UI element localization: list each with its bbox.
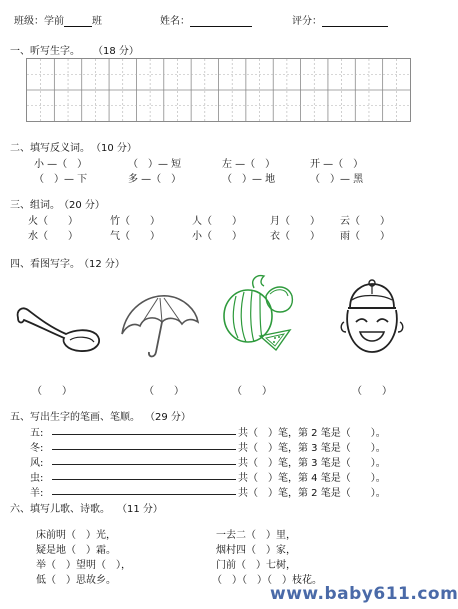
word-r2c1: 水（ ）	[28, 231, 78, 242]
poem-left-2: 疑是地（ ）霜。	[36, 545, 116, 556]
stroke-char-3: 风:	[30, 458, 44, 469]
stroke-line-1[interactable]	[52, 434, 236, 435]
word-r2c2: 气（ ）	[110, 231, 160, 242]
word-r2c3: 小（ ）	[192, 231, 242, 242]
section2-title-text: 二、填写反义词。	[10, 143, 90, 154]
stroke-line-4[interactable]	[52, 479, 236, 480]
stroke-char-2: 冬:	[30, 443, 44, 454]
stroke-line-3[interactable]	[52, 464, 236, 465]
header-score	[292, 12, 388, 27]
section4-title	[10, 255, 125, 270]
picture-answer-4: （ ）	[352, 386, 392, 397]
section1-title	[10, 42, 139, 57]
stroke-char-5: 羊:	[30, 488, 44, 499]
word-r1c4: 月（ ）	[270, 216, 320, 227]
stroke-row-2	[30, 439, 43, 454]
poem-left-4: 低（ ）思故乡。	[36, 575, 116, 586]
score-blank[interactable]	[322, 16, 388, 27]
section1-score: （18 分）	[98, 46, 139, 57]
boy-face-picture	[336, 278, 406, 360]
word-r1c1: 火（ ）	[28, 216, 78, 227]
section6-title	[10, 500, 163, 515]
section3-title-text: 三、组词。	[10, 200, 60, 211]
writing-grid-lines	[27, 59, 410, 121]
poem-right-2: 烟村四（ ）家，	[216, 545, 296, 556]
word-r1c3: 人（ ）	[192, 216, 242, 227]
word-r2c5: 雨（ ）	[340, 231, 390, 242]
section6-score: （11 分）	[122, 504, 163, 515]
section5-title	[10, 408, 191, 423]
class-blank[interactable]	[64, 16, 92, 27]
section5-score: （29 分）	[150, 412, 191, 423]
picture-answer-2: （ ）	[144, 386, 184, 397]
stroke-char-1: 五:	[30, 428, 44, 439]
antonym-r2c2: 多 —（ ）	[128, 174, 182, 185]
stroke-tail-2: 共（ ）笔，第 3 笔是（ ）。	[238, 443, 386, 454]
stroke-char-4: 虫:	[30, 473, 44, 484]
writing-grid[interactable]	[26, 58, 411, 122]
section5-title-text: 五、写出生字的笔画、笔顺。	[10, 412, 140, 423]
watermelon-picture	[220, 272, 296, 356]
word-r1c5: 云（ ）	[340, 216, 390, 227]
spoon-picture	[14, 296, 104, 356]
section4-score: （12 分）	[84, 259, 125, 270]
section2-title	[10, 139, 137, 154]
header-class	[14, 12, 102, 27]
antonym-r1c1: 小 —（ ）	[34, 159, 88, 170]
antonym-r1c4: 开 —（ ）	[310, 159, 364, 170]
section6-title-text: 六、填写儿歌、诗歌。	[10, 504, 110, 515]
picture-answer-3: （ ）	[232, 386, 272, 397]
antonym-r1c2: （ ）— 短	[128, 159, 182, 170]
antonym-r1c3: 左 —（ ）	[222, 159, 276, 170]
stroke-row-4	[30, 469, 43, 484]
poem-left-3: 举（ ）望明（ ），	[36, 560, 131, 571]
word-r1c2: 竹（ ）	[110, 216, 160, 227]
name-blank[interactable]	[190, 16, 252, 27]
stroke-row-3	[30, 454, 43, 469]
stroke-tail-1: 共（ ）笔，第 2 笔是（ ）。	[238, 428, 386, 439]
stroke-line-2[interactable]	[52, 449, 236, 450]
stroke-row-5	[30, 484, 43, 499]
poem-right-1: 一去二（ ）里，	[216, 530, 296, 541]
watermark-logo: www.baby611.com	[270, 584, 458, 604]
antonym-r2c4: （ ）— 黑	[310, 174, 364, 185]
stroke-tail-5: 共（ ）笔，第 2 笔是（ ）。	[238, 488, 386, 499]
stroke-tail-3: 共（ ）笔，第 3 笔是（ ）。	[238, 458, 386, 469]
umbrella-picture	[118, 286, 200, 366]
picture-answer-1: （ ）	[32, 386, 72, 397]
class-label: 班级：学前	[14, 16, 64, 27]
poem-right-3: 门前（ ）七树，	[216, 560, 296, 571]
class-suffix: 班	[92, 16, 102, 27]
stroke-tail-4: 共（ ）笔，第 4 笔是（ ）。	[238, 473, 386, 484]
antonym-r2c3: （ ）— 地	[222, 174, 276, 185]
section1-title-text: 一、听写生字。	[10, 46, 80, 57]
name-label: 姓名：	[160, 16, 190, 27]
section3-score: （20 分）	[64, 200, 105, 211]
stroke-line-5[interactable]	[52, 494, 236, 495]
word-r2c4: 衣（ ）	[270, 231, 320, 242]
poem-right-4: （ ）（ ）（ ）枝花。	[212, 575, 322, 586]
section3-title	[10, 196, 105, 211]
header-name	[160, 12, 252, 27]
stroke-row-1	[30, 424, 43, 439]
poem-left-1: 床前明（ ）光，	[36, 530, 116, 541]
section2-score: （10 分）	[96, 143, 137, 154]
antonym-r2c1: （ ）— 下	[34, 174, 88, 185]
section4-title-text: 四、看图写字。	[10, 259, 80, 270]
score-label: 评分：	[292, 16, 322, 27]
